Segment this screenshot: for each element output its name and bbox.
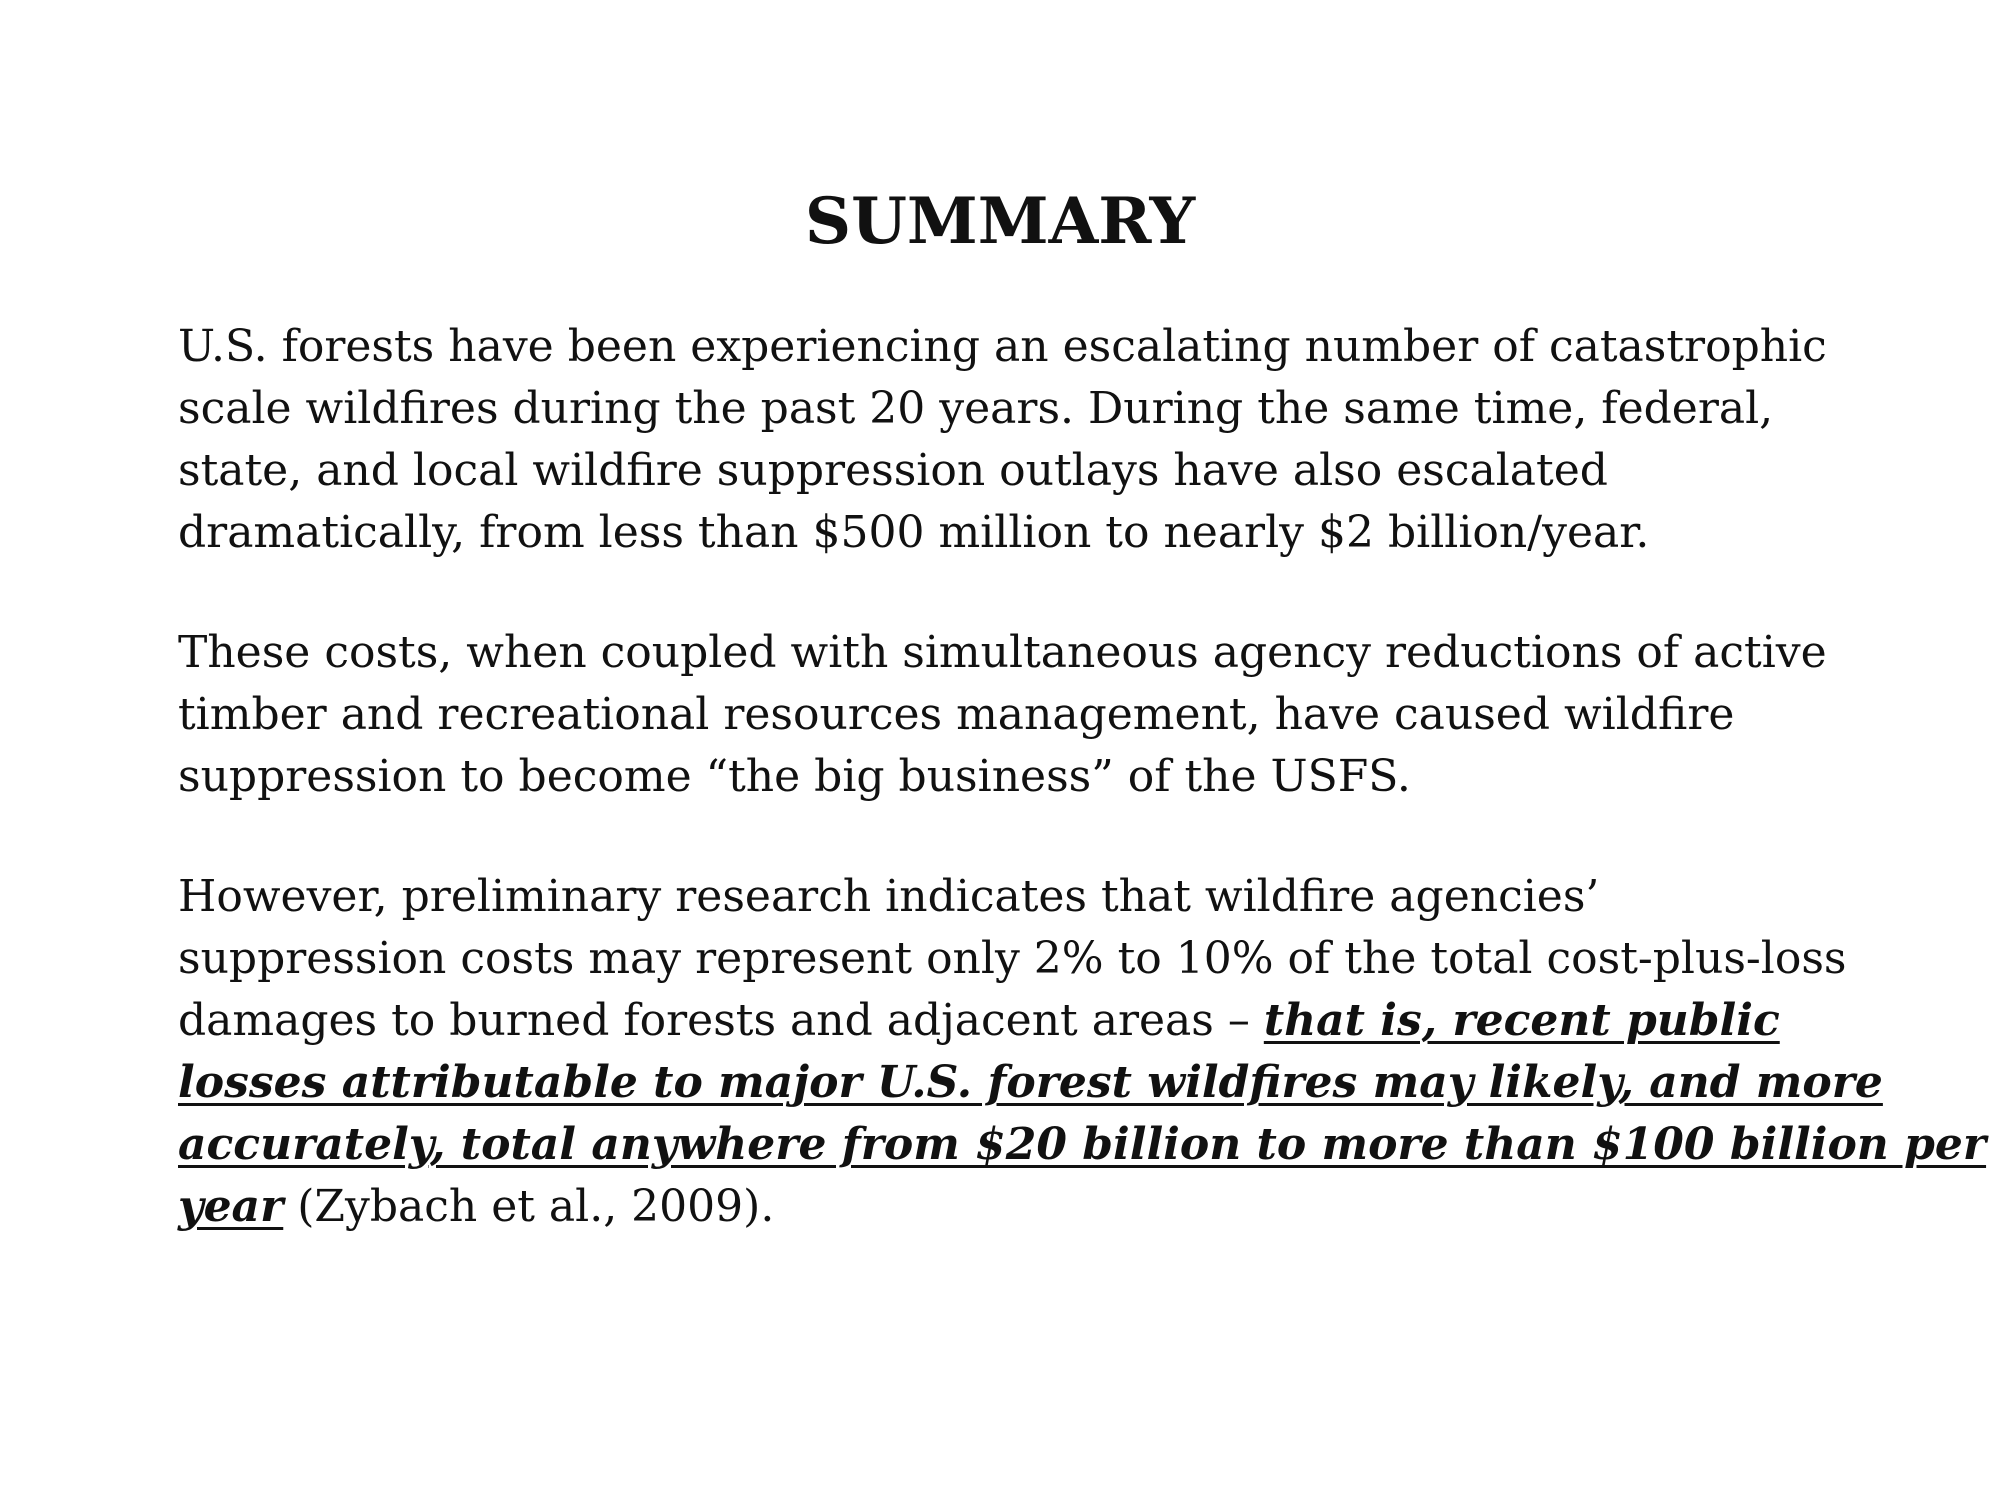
paragraph-wildfire-trends xyxy=(178,316,1858,564)
summary-body xyxy=(178,316,1987,1238)
text-line: suppression to become “the big business” of the USFS. xyxy=(178,751,1411,802)
text-line: U.S. forests have been experiencing an escalating number of catastrophic xyxy=(178,321,1827,372)
emphasized-text: accurately, total anywhere from $20 billion to more than $100 billion per xyxy=(178,1119,1987,1170)
emphasized-text: year xyxy=(178,1181,284,1232)
emphasized-text: losses attributable to major U.S. forest wildfires may likely, and more xyxy=(178,1057,1883,1108)
citation: (Zybach et al., 2009). xyxy=(283,1181,775,1232)
paragraph-spacer xyxy=(178,564,1858,622)
text-segment: damages to burned forests and adjacent areas – xyxy=(178,995,1264,1046)
paragraph-total-losses xyxy=(178,866,1987,1238)
page-title: SUMMARY xyxy=(804,184,1196,259)
text-line: suppression costs may represent only 2% to 10% of the total cost-plus-loss xyxy=(178,933,1847,984)
text-line xyxy=(178,1114,1987,1176)
text-line: dramatically, from less than $500 million to nearly $2 billion/year. xyxy=(178,507,1650,558)
text-line xyxy=(178,990,1858,1052)
text-line: timber and recreational resources management, have caused wildfire xyxy=(178,689,1735,740)
paragraph-spacer xyxy=(178,808,1858,866)
text-line xyxy=(178,1052,1883,1114)
text-line: However, preliminary research indicates that wildfire agencies’ xyxy=(178,871,1600,922)
emphasized-text: that is, recent public xyxy=(1263,995,1780,1046)
text-line: scale wildfires during the past 20 years. During the same time, federal, xyxy=(178,383,1774,434)
paragraph-suppression-costs xyxy=(178,622,1858,808)
text-line xyxy=(178,1176,1858,1238)
text-line: state, and local wildfire suppression outlays have also escalated xyxy=(178,445,1608,496)
text-line: These costs, when coupled with simultaneous agency reductions of active xyxy=(178,627,1827,678)
